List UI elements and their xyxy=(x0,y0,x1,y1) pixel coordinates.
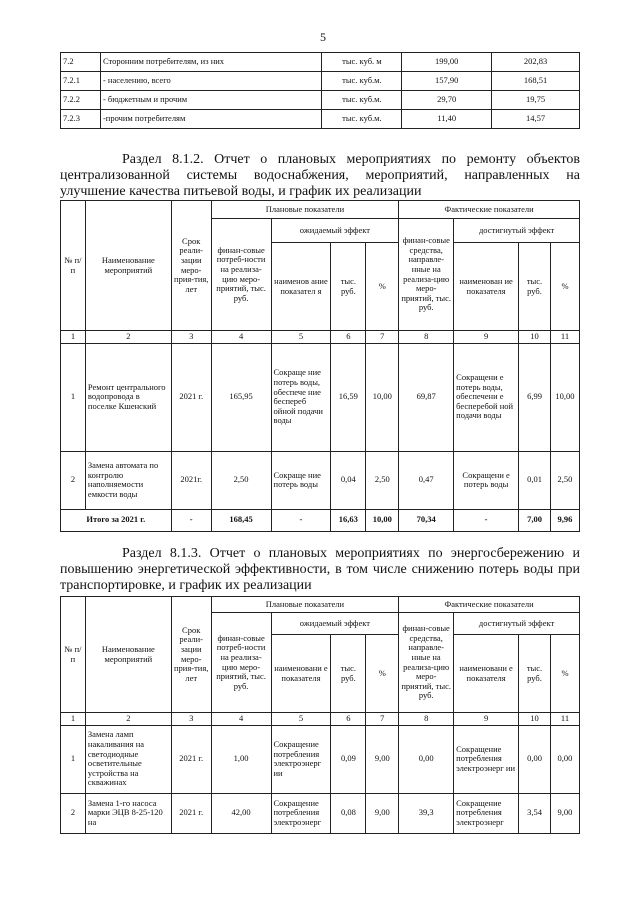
col-number: 8 xyxy=(399,331,454,344)
row-pct-fact: 10,00 xyxy=(550,343,579,451)
row-value-fact: 19,75 xyxy=(492,91,580,110)
row-name: - населению, всего xyxy=(100,72,322,91)
header-indicator-fact: наименовани е показателя xyxy=(454,635,519,713)
col-number: 11 xyxy=(550,713,579,726)
row-value-plan: 199,00 xyxy=(402,53,492,72)
header-fact: Фактические показатели xyxy=(399,597,580,613)
header-pct-fact: % xyxy=(550,243,579,331)
header-name: Наименование мероприятий xyxy=(85,597,171,713)
header-plan: Плановые показатели xyxy=(211,201,399,219)
row-term: 2021г. xyxy=(171,451,211,509)
header-fin-fact: финан-совые средства, направле-нные на реализа-цию меро-приятий, тыс. руб. xyxy=(399,613,454,713)
row-number: 7.2.3 xyxy=(61,110,101,129)
col-number: 2 xyxy=(85,331,171,344)
col-number: 7 xyxy=(366,331,399,344)
header-indicator-plan: наименовани е показателя xyxy=(271,635,331,713)
row-term: 2021 г. xyxy=(171,343,211,451)
header-expected: ожидаемый эффект xyxy=(271,219,399,243)
row-fin-plan: 42,00 xyxy=(211,793,271,833)
header-indicator-fact: наименован ие показателя xyxy=(454,243,519,331)
row-number: 2 xyxy=(61,451,86,509)
header-term: Срок реали-зации меро-прия-тия, лет xyxy=(171,597,211,713)
row-rub-plan: 16,59 xyxy=(331,343,366,451)
row-term: 2021 г. xyxy=(171,725,211,793)
header-achieved: достигнутый эффект xyxy=(454,219,580,243)
row-indicator-fact: Сокращени е потерь воды xyxy=(454,451,519,509)
header-pct-fact: % xyxy=(550,635,579,713)
row-rub-fact: 0,00 xyxy=(519,725,551,793)
header-num: № п/п xyxy=(61,201,86,331)
row-fin-fact: 0,47 xyxy=(399,451,454,509)
row-unit: тыс. куб. м xyxy=(322,53,402,72)
col-number: 2 xyxy=(85,713,171,726)
total-pct-plan: 10,00 xyxy=(366,509,399,531)
col-number: 11 xyxy=(550,331,579,344)
col-number: 9 xyxy=(454,713,519,726)
row-indicator-fact: Сокращение потребления электроэнерг xyxy=(454,793,519,833)
row-pct-plan: 2,50 xyxy=(366,451,399,509)
header-fin-plan: финан-совые потреб-ности на реализа-цию меро-приятий, тыс. руб. xyxy=(211,219,271,331)
row-value-plan: 11,40 xyxy=(402,110,492,129)
table-row xyxy=(61,451,580,509)
col-number: 9 xyxy=(454,331,519,344)
row-rub-plan: 0,04 xyxy=(331,451,366,509)
row-number: 2 xyxy=(61,793,86,833)
header-name: Наименование мероприятий xyxy=(85,201,171,331)
row-unit: тыс. куб.м. xyxy=(322,110,402,129)
row-name: -прочим потребителям xyxy=(100,110,322,129)
plan-table-8-1-3 xyxy=(60,596,580,834)
total-label: Итого за 2021 г. xyxy=(61,509,172,531)
row-pct-fact: 0,00 xyxy=(550,725,579,793)
row-fin-fact: 69,87 xyxy=(399,343,454,451)
header-expected: ожидаемый эффект xyxy=(271,613,399,635)
row-unit: тыс. куб.м. xyxy=(322,72,402,91)
row-fin-plan: 165,95 xyxy=(211,343,271,451)
total-fin-plan: 168,45 xyxy=(211,509,271,531)
col-number: 8 xyxy=(399,713,454,726)
row-pct-plan: 9,00 xyxy=(366,725,399,793)
col-number: 1 xyxy=(61,713,86,726)
row-term: 2021 г. xyxy=(171,793,211,833)
header-pct-plan: % xyxy=(366,243,399,331)
row-rub-fact: 3,54 xyxy=(519,793,551,833)
header-rub-fact: тыс. руб. xyxy=(519,635,551,713)
total-indicator-fact: - xyxy=(454,509,519,531)
col-number: 10 xyxy=(519,713,551,726)
row-unit: тыс. куб.м. xyxy=(322,91,402,110)
total-row xyxy=(61,509,580,531)
row-name: Замена ламп накаливания на светодиодные осветительные устройства на скважинах xyxy=(85,725,171,793)
section-heading-8-1-3: Раздел 8.1.3. Отчет о плановых мероприятиях по энергосбережению и повышению энергетической эффективности, в том числе снижению потерь воды при транспортировке, и график их реализации xyxy=(60,546,580,593)
column-number-row xyxy=(61,713,580,726)
row-number: 7.2.1 xyxy=(61,72,101,91)
row-value-fact: 202,83 xyxy=(492,53,580,72)
row-indicator-plan: Сокращение потребления электроэнерг ии xyxy=(271,725,331,793)
plan-table-8-1-2 xyxy=(60,200,580,532)
col-number: 5 xyxy=(271,331,331,344)
col-number: 3 xyxy=(171,713,211,726)
row-rub-plan: 0,08 xyxy=(331,793,366,833)
total-rub-fact: 7,00 xyxy=(519,509,551,531)
header-rub-plan: тыс. руб. xyxy=(331,635,366,713)
col-number: 6 xyxy=(331,713,366,726)
column-number-row xyxy=(61,331,580,344)
table-row xyxy=(61,72,580,91)
row-name: Замена 1-го насоса марки ЭЦВ 8-25-120 на xyxy=(85,793,171,833)
page-number: 5 xyxy=(320,30,326,44)
header-plan: Плановые показатели xyxy=(211,597,399,613)
col-number: 7 xyxy=(366,713,399,726)
header-achieved: достигнутый эффект xyxy=(454,613,580,635)
col-number: 5 xyxy=(271,713,331,726)
table-row xyxy=(61,793,580,833)
table-header-row xyxy=(61,201,580,219)
table-row xyxy=(61,343,580,451)
header-rub-plan: тыс. руб. xyxy=(331,243,366,331)
table-row xyxy=(61,53,580,72)
col-number: 3 xyxy=(171,331,211,344)
table-row xyxy=(61,91,580,110)
total-pct-fact: 9,96 xyxy=(550,509,579,531)
table-row xyxy=(61,725,580,793)
header-pct-plan: % xyxy=(366,635,399,713)
row-number: 7.2 xyxy=(61,53,101,72)
header-fin-fact: финан-совые средства, направле-нные на реализа-цию меро-приятий, тыс. руб. xyxy=(399,219,454,331)
row-pct-fact: 2,50 xyxy=(550,451,579,509)
consumption-table xyxy=(60,52,580,129)
row-name: Замена автомата по контролю наполняемости емкости воды xyxy=(85,451,171,509)
row-name: Сторонним потребителям, из них xyxy=(100,53,322,72)
row-fin-plan: 2,50 xyxy=(211,451,271,509)
row-indicator-plan: Сокращение потребления электроэнерг xyxy=(271,793,331,833)
row-value-fact: 168,51 xyxy=(492,72,580,91)
col-number: 4 xyxy=(211,331,271,344)
row-indicator-fact: Сокращени е потерь воды, обеспечени е бесперебой ной подачи воды xyxy=(454,343,519,451)
row-indicator-plan: Сокраще ние потерь воды xyxy=(271,451,331,509)
header-fact: Фактические показатели xyxy=(399,201,580,219)
row-rub-plan: 0,09 xyxy=(331,725,366,793)
header-num: № п/п xyxy=(61,597,86,713)
row-number: 1 xyxy=(61,725,86,793)
col-number: 1 xyxy=(61,331,86,344)
total-term: - xyxy=(171,509,211,531)
row-rub-fact: 6,99 xyxy=(519,343,551,451)
header-fin-plan: финан-совые потреб-ности на реализа-цию меро-приятий, тыс. руб. xyxy=(211,613,271,713)
total-indicator-plan: - xyxy=(271,509,331,531)
row-value-plan: 29,70 xyxy=(402,91,492,110)
col-number: 10 xyxy=(519,331,551,344)
row-indicator-fact: Сокращение потребления электроэнерг ии xyxy=(454,725,519,793)
row-indicator-plan: Сокраще ние потерь воды, обеспече ние беспереб ойной подачи воды xyxy=(271,343,331,451)
header-rub-fact: тыс. руб. xyxy=(519,243,551,331)
row-value-plan: 157,90 xyxy=(402,72,492,91)
col-number: 6 xyxy=(331,331,366,344)
row-fin-fact: 39,3 xyxy=(399,793,454,833)
section-heading-8-1-2: Раздел 8.1.2. Отчет о плановых мероприятиях по ремонту объектов централизованной системы водоснабжения, мероприятий, направленных на улучшение качества питьевой воды, и график их реализации xyxy=(60,152,580,199)
header-term: Срок реали-зации меро-прия-тия, лет xyxy=(171,201,211,331)
row-rub-fact: 0,01 xyxy=(519,451,551,509)
row-name: - бюджетным и прочим xyxy=(100,91,322,110)
row-pct-fact: 9,00 xyxy=(550,793,579,833)
table-header-row xyxy=(61,597,580,613)
row-number: 7.2.2 xyxy=(61,91,101,110)
row-fin-plan: 1,00 xyxy=(211,725,271,793)
col-number: 4 xyxy=(211,713,271,726)
row-pct-plan: 10,00 xyxy=(366,343,399,451)
table-row xyxy=(61,110,580,129)
row-pct-plan: 9,00 xyxy=(366,793,399,833)
row-value-fact: 14,57 xyxy=(492,110,580,129)
total-fin-fact: 70,34 xyxy=(399,509,454,531)
total-rub-plan: 16,63 xyxy=(331,509,366,531)
row-name: Ремонт центрального водопровода в поселке Кшенский xyxy=(85,343,171,451)
row-number: 1 xyxy=(61,343,86,451)
row-fin-fact: 0,00 xyxy=(399,725,454,793)
header-indicator-plan: наименов ание показател я xyxy=(271,243,331,331)
